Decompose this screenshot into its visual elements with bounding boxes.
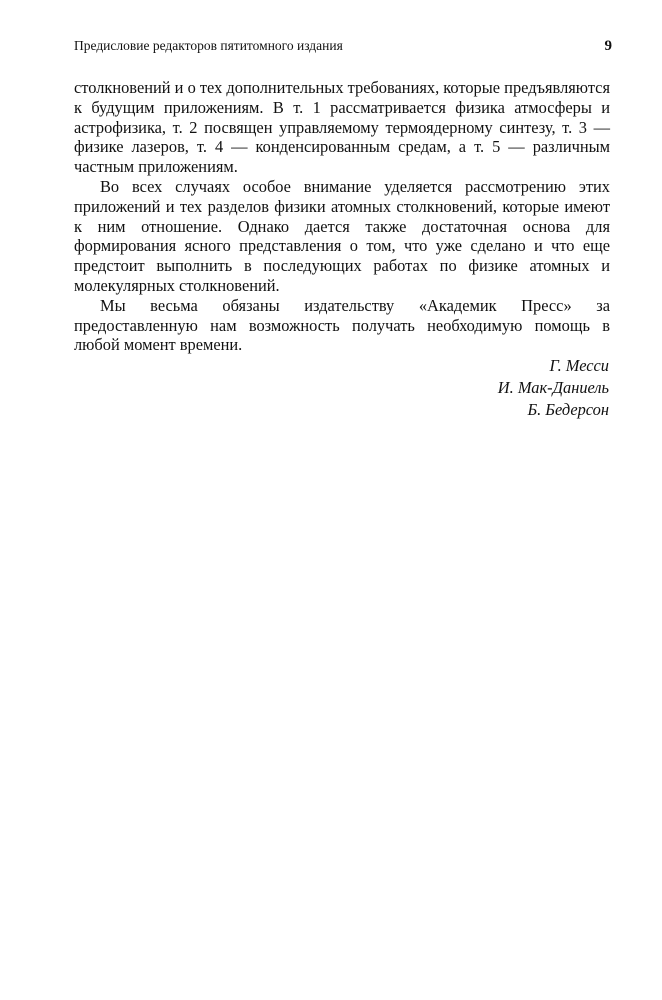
paragraph-continuation: столкновений и о тех дополнительных требованиях, которые предъявляются к будущим приложениям. В т. 1 рассматривается физика атмосферы и астрофизика, т. 2 посвящен управляемому термоядерному синтезу, т. 3 — физике лазеров, т. 4 — конденсированным средам, а т. 5 — различным частным приложениям. bbox=[74, 78, 610, 177]
running-head bbox=[74, 36, 612, 56]
page-number: 9 bbox=[604, 38, 612, 54]
running-title: Предисловие редакторов пятитомного издания bbox=[74, 38, 343, 53]
body-text bbox=[74, 78, 610, 355]
signature-bederson: Б. Бедерсон bbox=[527, 400, 609, 419]
paragraph-acknowledgement: Мы весьма обязаны издательству «Академик Пресс» за предоставленную нам возможность получать необходимую помощь в любой момент времени. bbox=[74, 295, 610, 355]
signature-block bbox=[498, 355, 609, 421]
paragraph-applications: Во всех случаях особое внимание уделяется рассмотрению этих приложений и тех разделов физики атомных столкновений, которые имеют к ним отношение. Однако дается также достаточная основа для формирования ясного представления о том, что уже сделано и что еще предстоит выполнить в последующих работах по физике атомных и молекулярных столкновений. bbox=[74, 176, 610, 295]
signature-messey: Г. Месси bbox=[549, 356, 609, 375]
signature-mcdaniel: И. Мак-Даниель bbox=[497, 378, 609, 397]
